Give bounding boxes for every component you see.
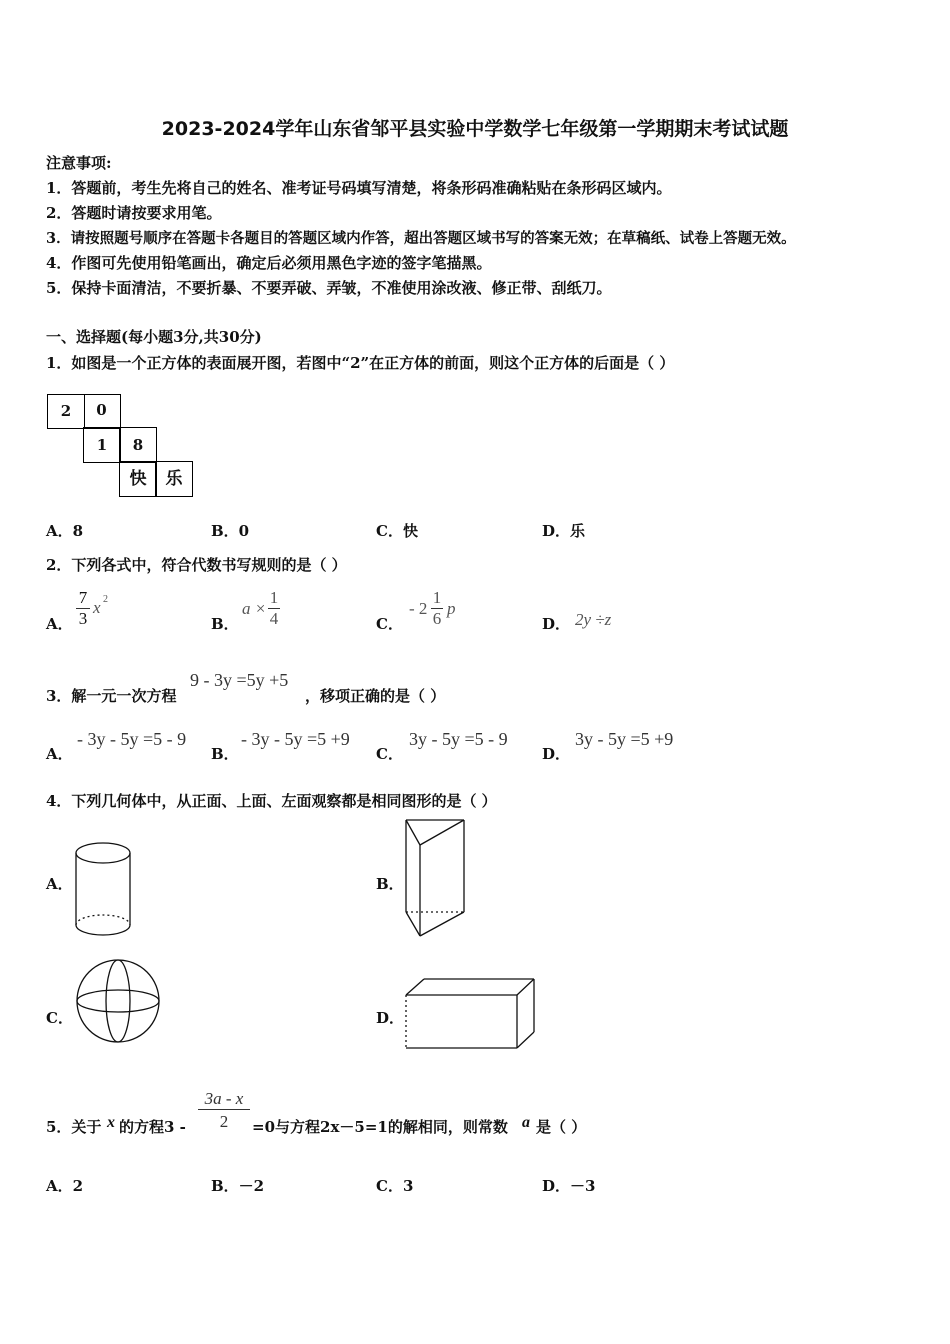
option-c: C．快 xyxy=(376,522,418,540)
denominator: 6 xyxy=(432,609,442,628)
variable: a xyxy=(522,1114,530,1131)
variable: x xyxy=(107,1114,115,1131)
fraction xyxy=(198,1089,250,1132)
sphere-figure xyxy=(77,960,159,1042)
denominator: 3 xyxy=(76,608,90,629)
notice-item: 1．答题前，考生先将自己的姓名、准考证号码填写清楚，将条形码准确粘贴在条形码区域内。 xyxy=(46,179,672,197)
option-d-expression: 3y - 5y =5 +9 xyxy=(575,729,674,749)
option-a: A．8 xyxy=(46,522,84,540)
notice-item: 4．作图可先使用铅笔画出，确定后必须用黑色字迹的签字笔描黑。 xyxy=(46,254,492,272)
question-3-stem: 3．解一元一次方程 xyxy=(46,687,177,705)
option-a-expression: - 3y - 5y =5 - 9 xyxy=(77,729,187,749)
denominator: 4 xyxy=(269,609,279,628)
variable: p xyxy=(447,599,456,618)
question-4-stem: 4．下列几何体中，从正面、上面、左面观察都是相同图形的是（ ） xyxy=(46,792,497,810)
option-a: A．2 xyxy=(46,1177,84,1195)
notice-item: 2．答题时请按要求用笔。 xyxy=(46,204,222,222)
numerator: 1 xyxy=(269,588,279,607)
option-c-label: C． xyxy=(46,1009,73,1027)
exponent: 2 xyxy=(103,594,108,605)
option-c: C．3 xyxy=(376,1177,414,1195)
option-b-expression: - 3y - 5y =5 +9 xyxy=(241,729,350,749)
notice-item: 3．请按照题号顺序在答题卡各题目的答题区域内作答，超出答题区域书写的答案无效；在草稿纸、试卷上答题无效。 xyxy=(46,230,796,247)
net-cell: 1 xyxy=(83,427,121,463)
question-1-stem: 1．如图是一个正方体的表面展开图，若图中“2”在正方体的前面，则这个正方体的后面是（ ） xyxy=(46,354,675,372)
question-5-stem: 的方程3 - xyxy=(119,1118,186,1136)
numerator: 3a - x xyxy=(204,1089,244,1108)
net-cell: 2 xyxy=(47,394,85,429)
notice-heading: 注意事项: xyxy=(46,154,112,172)
numerator: 1 xyxy=(432,588,442,607)
option-b-label: B． xyxy=(376,875,404,893)
option-b-label: B． xyxy=(211,615,239,633)
triangular-prism-figure xyxy=(406,820,464,936)
option-d: D．－3 xyxy=(542,1177,596,1195)
expression: - 2 xyxy=(409,599,428,618)
net-cell: 8 xyxy=(119,427,157,463)
option-a-label: A． xyxy=(46,615,73,633)
option-a-label: A． xyxy=(46,745,73,763)
option-b: B．0 xyxy=(211,522,250,540)
cuboid-figure xyxy=(406,979,534,1048)
notice-item: 5．保持卡面清洁，不要折暴、不要弄破、弄皱，不准使用涂改液、修正带、刮纸刀。 xyxy=(46,279,612,297)
option-d: D．乐 xyxy=(542,522,586,540)
option-c-expression: 3y - 5y =5 - 9 xyxy=(409,729,508,749)
question-5-stem: 是（ ） xyxy=(536,1118,587,1136)
question-5-stem: =0与方程2x－5=1的解相同，则常数 xyxy=(252,1118,508,1136)
section-heading: 一、选择题(每小题3分,共30分) xyxy=(46,328,262,346)
option-c-label: C． xyxy=(376,745,403,763)
option-b: B．－2 xyxy=(211,1177,265,1195)
denominator: 2 xyxy=(198,1109,250,1132)
expression: 2y ÷z xyxy=(575,610,612,629)
question-3-stem: ，移项正确的是（ ） xyxy=(305,687,446,705)
page-title: 2023-2024学年山东省邹平县实验中学数学七年级第一学期期末考试试题 xyxy=(161,118,789,140)
variable: x xyxy=(93,598,101,617)
option-d-label: D． xyxy=(376,1009,405,1027)
option-b-label: B． xyxy=(211,745,239,763)
expression: a × xyxy=(242,599,267,618)
option-d-label: D． xyxy=(542,745,571,763)
cylinder-figure xyxy=(76,843,130,935)
question-5-stem: 5．关于 xyxy=(46,1118,102,1136)
net-cell: 乐 xyxy=(155,461,193,497)
option-a-label: A． xyxy=(46,875,73,893)
option-c-label: C． xyxy=(376,615,403,633)
equation: 9 - 3y =5y +5 xyxy=(190,670,289,690)
net-cell: 快 xyxy=(119,461,157,497)
question-2-stem: 2．下列各式中，符合代数书写规则的是（ ） xyxy=(46,556,347,574)
option-d-label: D． xyxy=(542,615,571,633)
net-cell: 0 xyxy=(83,394,121,429)
numerator: 7 xyxy=(78,588,88,607)
